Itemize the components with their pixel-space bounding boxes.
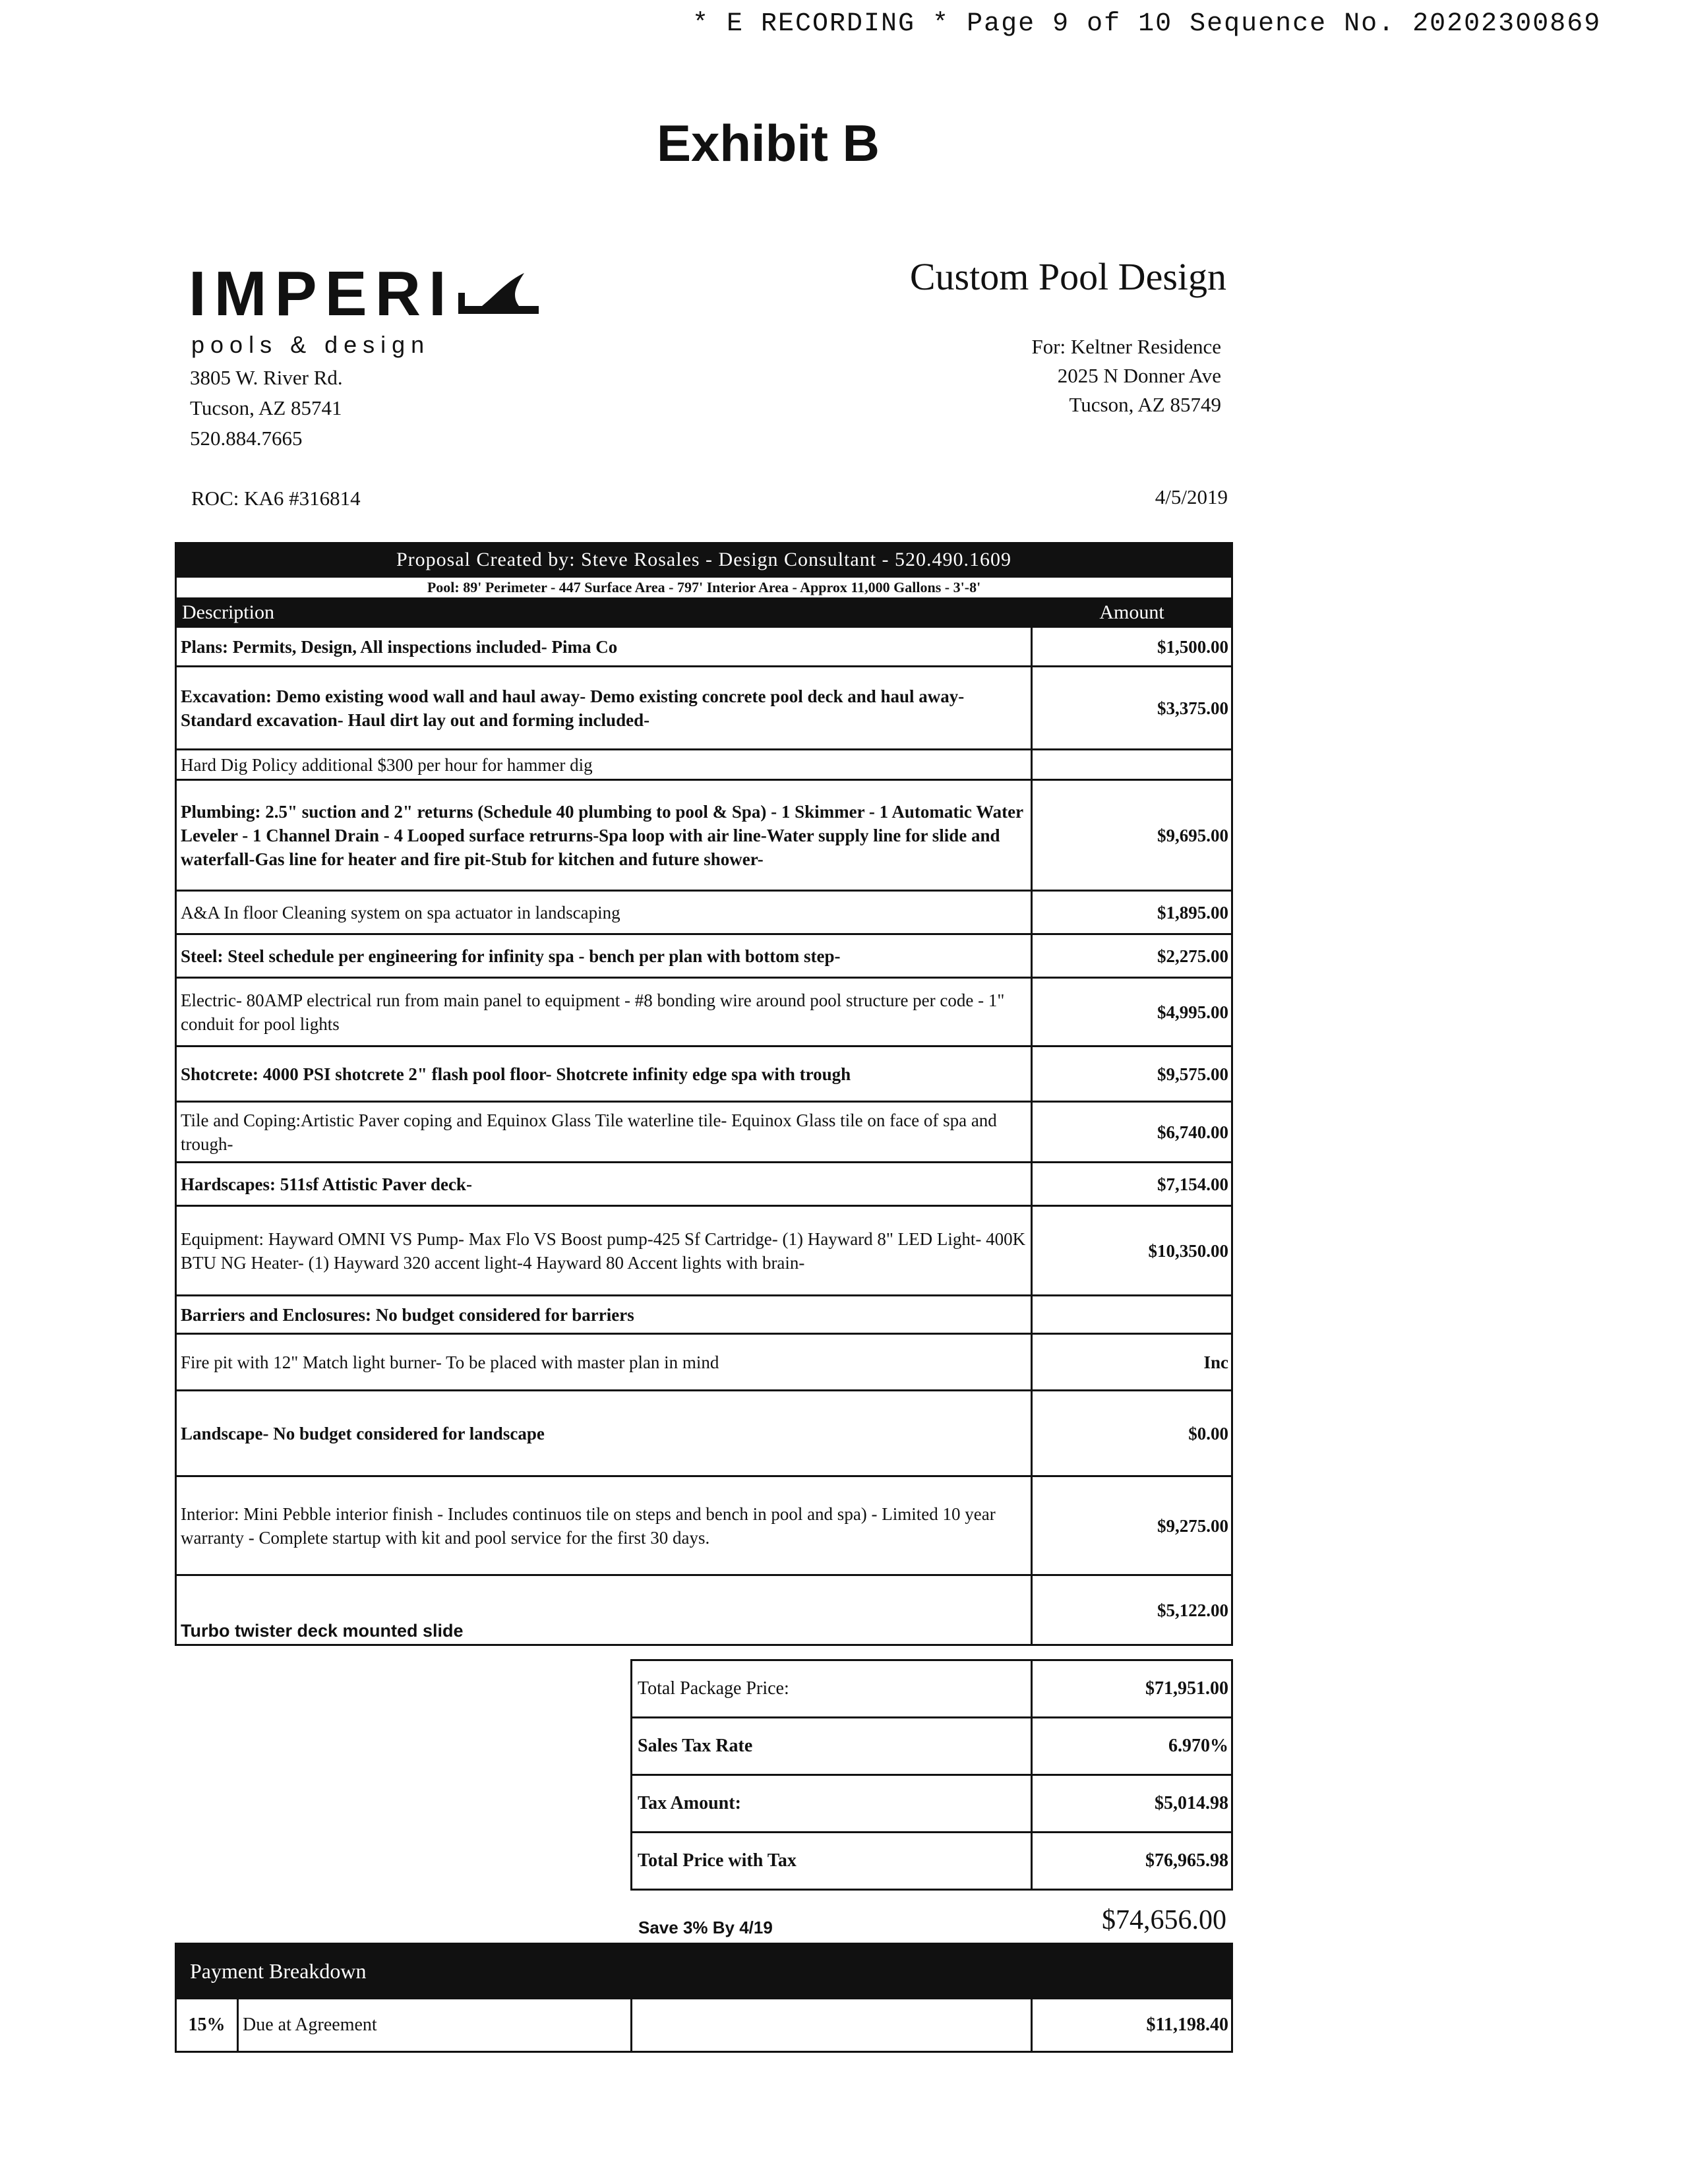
line-item-amount: $9,575.00: [1032, 1046, 1232, 1102]
client-line3: Tucson, AZ 85749: [1069, 393, 1221, 416]
logo-text: IMPERI: [189, 258, 454, 329]
discount-note: Save 3% By 4/19: [638, 1918, 773, 1937]
line-item-amount: $3,375.00: [1032, 667, 1232, 750]
line-item-row: [176, 934, 1232, 978]
line-item-description: A&A In floor Cleaning system on spa actuator in landscaping: [176, 891, 1032, 934]
line-item-row: [176, 1163, 1232, 1206]
line-item-description: Steel: Steel schedule per engineering for infinity spa - bench per plan with bottom step-: [176, 934, 1032, 978]
totals-label: Total Package Price:: [632, 1660, 1032, 1718]
recording-header: * E RECORDING * Page 9 of 10 Sequence No. 20202300869: [692, 9, 1602, 39]
totals-value: $71,951.00: [1032, 1660, 1232, 1718]
totals-row: [632, 1718, 1232, 1775]
exhibit-title: Exhibit B: [656, 114, 880, 172]
totals-row: [632, 1833, 1232, 1890]
column-header-amount: Amount: [1032, 599, 1232, 627]
line-item-description: Shotcrete: 4000 PSI shotcrete 2" flash pool floor- Shotcrete infinity edge spa with trough: [176, 1046, 1032, 1102]
line-item-amount: $9,695.00: [1032, 780, 1232, 891]
company-address-line1: 3805 W. River Rd.: [190, 366, 343, 389]
line-item-description: Excavation: Demo existing wood wall and haul away- Demo existing concrete pool deck and haul away-Standard excavation- Haul dirt lay out and forming included-: [176, 667, 1032, 750]
company-phone: 520.884.7665: [190, 427, 303, 450]
line-item-description: Turbo twister deck mounted slide: [176, 1575, 1032, 1645]
line-item-amount: $10,350.00: [1032, 1206, 1232, 1296]
line-item-amount: Inc: [1032, 1334, 1232, 1391]
totals-table: [630, 1659, 1233, 1891]
payment-description: Due at Agreement: [238, 1999, 632, 2052]
line-item-description: Plans: Permits, Design, All inspections included- Pima Co: [176, 627, 1032, 667]
line-item-row: [176, 1296, 1232, 1334]
line-item-amount: $2,275.00: [1032, 934, 1232, 978]
payment-header: Payment Breakdown: [176, 1944, 1232, 1999]
line-item-amount: $5,122.00: [1032, 1575, 1232, 1645]
line-item-row: [176, 1102, 1232, 1163]
line-item-amount: $6,740.00: [1032, 1102, 1232, 1163]
line-item-row: [176, 1575, 1232, 1645]
line-item-description: Tile and Coping:Artistic Paver coping and Equinox Glass Tile waterline tile- Equinox Glass tile on face of spa and trough-: [176, 1102, 1032, 1163]
proposal-date: 4/5/2019: [1155, 485, 1228, 508]
wave-icon: [456, 262, 541, 326]
pool-specs: Pool: 89' Perimeter - 447 Surface Area - 797' Interior Area - Approx 11,000 Gallons - 3'-8': [176, 577, 1232, 599]
line-item-description: Hardscapes: 511sf Attistic Paver deck-: [176, 1163, 1032, 1206]
line-item-amount: $1,895.00: [1032, 891, 1232, 934]
payment-amount: $11,198.40: [1032, 1999, 1232, 2052]
line-item-amount: [1032, 750, 1232, 780]
line-item-row: [176, 1391, 1232, 1476]
line-item-amount: $7,154.00: [1032, 1163, 1232, 1206]
line-item-description: Equipment: Hayward OMNI VS Pump- Max Flo VS Boost pump-425 Sf Cartridge- (1) Hayward 8" LED Light- 400K BTU NG Heater- (1) Hayward 320 accent light-4 Hayward 80 Accent lights with brain-: [176, 1206, 1032, 1296]
line-item-row: [176, 780, 1232, 891]
line-item-amount: $9,275.00: [1032, 1476, 1232, 1575]
client-address: [791, 332, 1221, 419]
line-item-row: [176, 1334, 1232, 1391]
line-item-amount: $4,995.00: [1032, 978, 1232, 1046]
client-line1: For: Keltner Residence: [1031, 335, 1221, 358]
line-item-description: Electric- 80AMP electrical run from main panel to equipment - #8 bonding wire around pool structure per code - 1" conduit for pool lights: [176, 978, 1032, 1046]
proposal-banner: Proposal Created by: Steve Rosales - Design Consultant - 520.490.1609: [176, 543, 1232, 577]
company-address-line2: Tucson, AZ 85741: [190, 396, 342, 419]
totals-label: Sales Tax Rate: [632, 1718, 1032, 1775]
document-title: Custom Pool Design: [909, 255, 1226, 298]
payment-percent: 15%: [176, 1999, 238, 2052]
line-item-row: [176, 1046, 1232, 1102]
line-item-amount: [1032, 1296, 1232, 1334]
logo-tagline: pools & design: [191, 331, 431, 358]
company-address: [190, 363, 343, 454]
totals-value: $5,014.98: [1032, 1775, 1232, 1833]
line-item-row: [176, 978, 1232, 1046]
payment-spacer: [632, 1999, 1032, 2052]
line-item-amount: $1,500.00: [1032, 627, 1232, 667]
line-item-row: [176, 1476, 1232, 1575]
line-item-description: Interior: Mini Pebble interior finish - Includes continuos tile on steps and bench in pool and spa) - Limited 10 year warranty - Complete startup with kit and pool service for the first 30 days.: [176, 1476, 1032, 1575]
line-item-description: Barriers and Enclosures: No budget considered for barriers: [176, 1296, 1032, 1334]
totals-value: 6.970%: [1032, 1718, 1232, 1775]
line-item-description: Plumbing: 2.5" suction and 2" returns (Schedule 40 plumbing to pool & Spa) - 1 Skimmer - 1 Automatic Water Leveler - 1 Channel Drain - 4 Looped surface retrurns-Spa loop with air line-Water supply line for slide and waterfall-Gas line for heater and fire pit-Stub for kitchen and future shower-: [176, 780, 1032, 891]
totals-row: [632, 1660, 1232, 1718]
logo-wordmark: [189, 258, 541, 329]
payment-table: [175, 1943, 1233, 2053]
discount-price: $74,656.00: [1102, 1905, 1226, 1935]
totals-value: $76,965.98: [1032, 1833, 1232, 1890]
line-item-row: [176, 891, 1232, 934]
payment-row: [176, 1999, 1232, 2052]
totals-label: Total Price with Tax: [632, 1833, 1032, 1890]
column-header-description: Description: [176, 599, 1032, 627]
totals-label: Tax Amount:: [632, 1775, 1032, 1833]
line-item-amount: $0.00: [1032, 1391, 1232, 1476]
client-line2: 2025 N Donner Ave: [1057, 364, 1221, 387]
roc-license: ROC: KA6 #316814: [191, 487, 361, 510]
line-item-row: [176, 627, 1232, 667]
totals-row: [632, 1775, 1232, 1833]
line-item-description: Fire pit with 12" Match light burner- To be placed with master plan in mind: [176, 1334, 1032, 1391]
line-item-row: [176, 1206, 1232, 1296]
line-item-description: Hard Dig Policy additional $300 per hour for hammer dig: [176, 750, 1032, 780]
line-item-row: [176, 750, 1232, 780]
company-logo: [189, 258, 541, 359]
line-item-row: [176, 667, 1232, 750]
line-items-table: [175, 542, 1233, 1646]
line-item-description: Landscape- No budget considered for landscape: [176, 1391, 1032, 1476]
